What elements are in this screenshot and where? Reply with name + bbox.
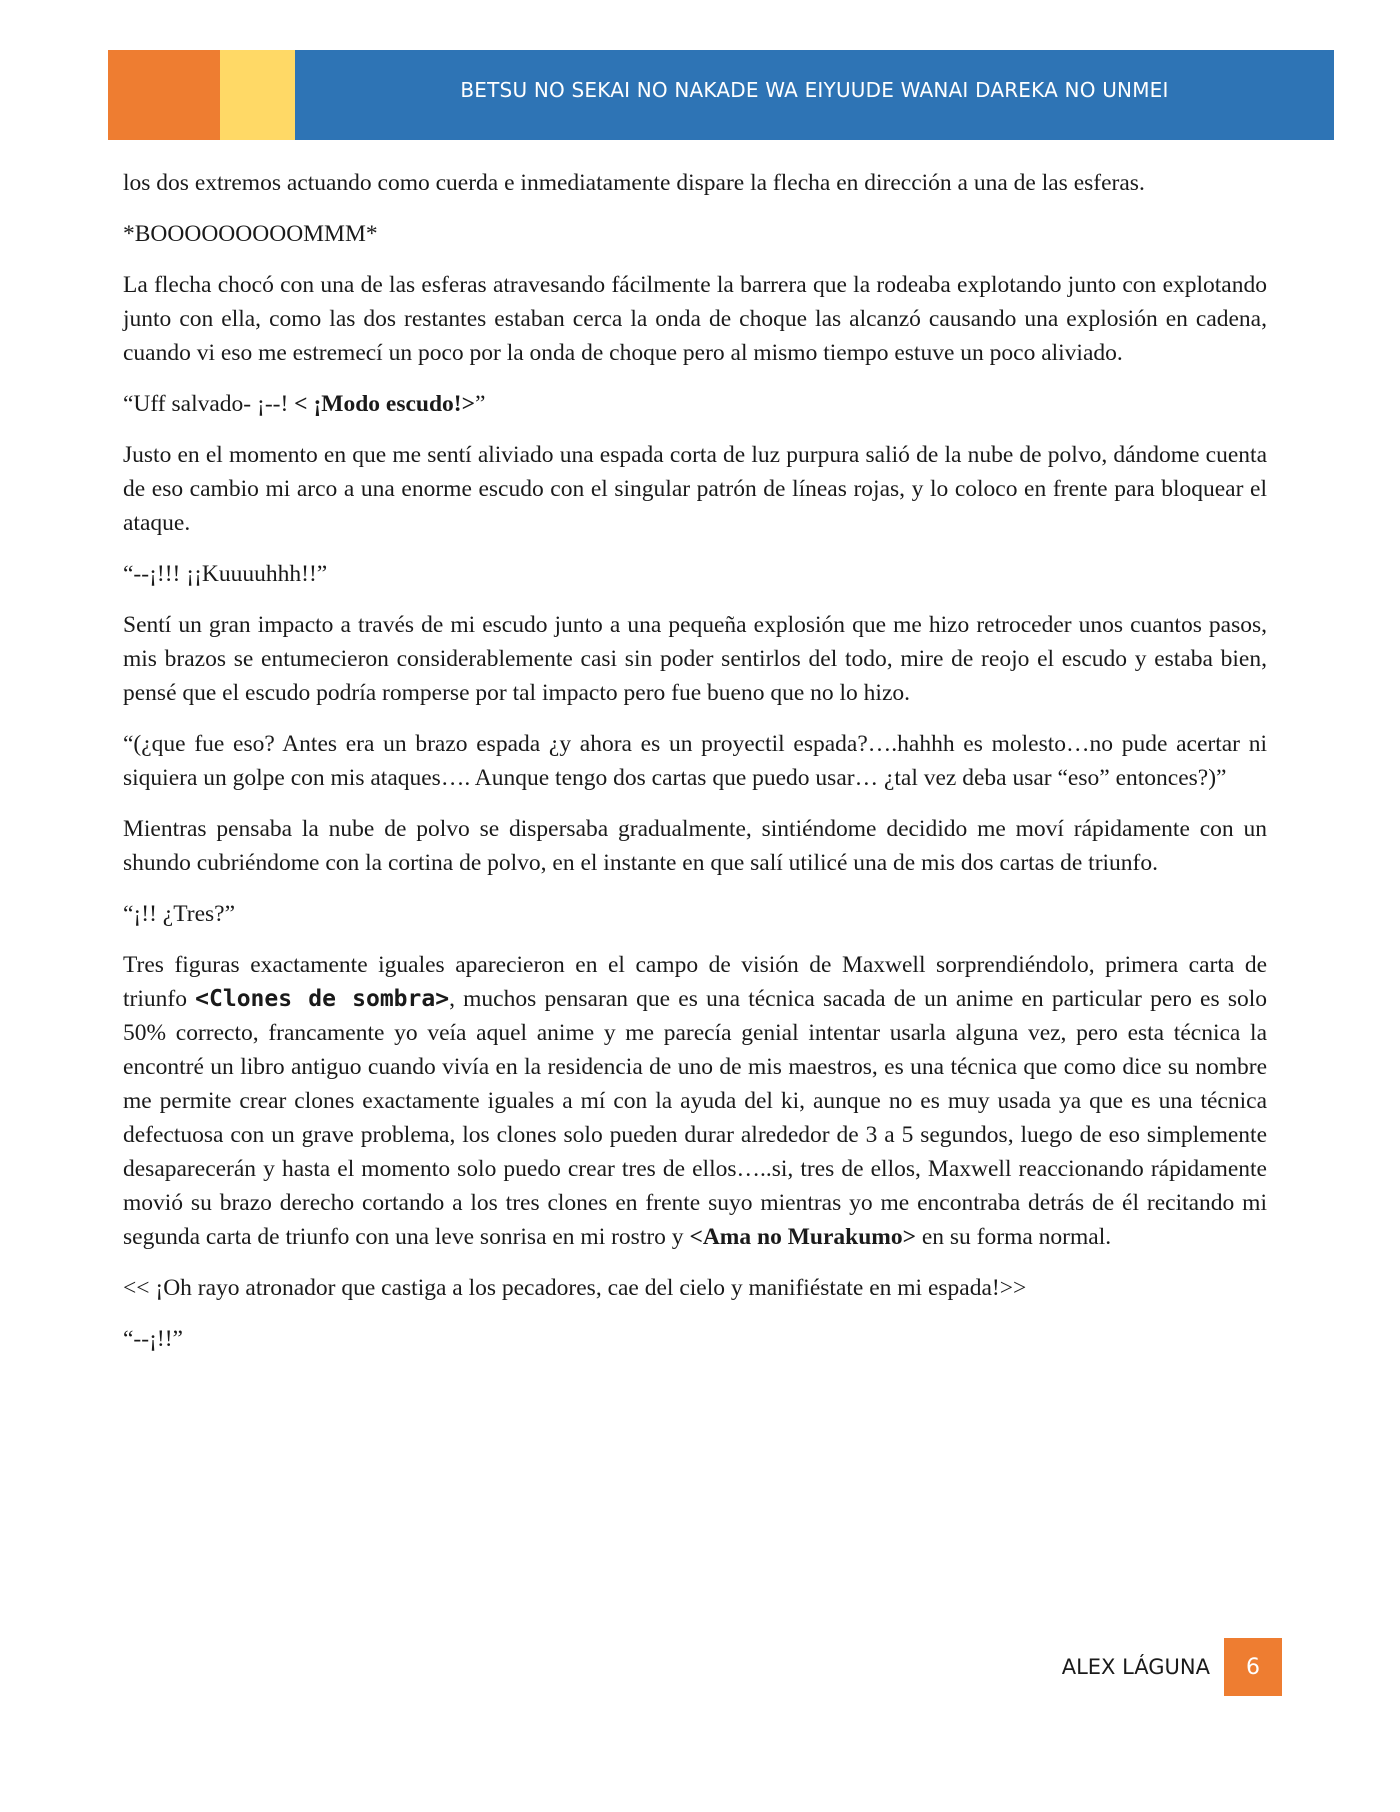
header-orange-block bbox=[108, 50, 220, 140]
page-body bbox=[123, 166, 1267, 1373]
header-title: BETSU NO SEKAI NO NAKADE WA EIYUUDE WANAI DAREKA NO UNMEI bbox=[295, 50, 1334, 140]
page-header bbox=[108, 50, 1334, 140]
narration-text: Tres figuras exactamente iguales aparecieron en el campo de visión de Maxwell sorprendiéndolo, primera carta de triunfo bbox=[123, 952, 1267, 1012]
narration-text: en su forma normal. bbox=[915, 1224, 1112, 1250]
dialogue-text: ” bbox=[475, 391, 486, 417]
skill-name: <Clones de sombra> bbox=[195, 986, 450, 1012]
paragraph: Mientras pensaba la nube de polvo se dispersaba gradualmente, sintiéndome decidido me moví rápidamente con un shundo cubriéndome con la cortina de polvo, en el instante en que salí utilicé una de mis dos cartas de triunfo. bbox=[123, 816, 1267, 876]
paragraph bbox=[123, 948, 1267, 1254]
skill-name: <Ama no Murakumo> bbox=[689, 1224, 916, 1250]
paragraph: “--¡!!! ¡¡Kuuuuhhh!!” bbox=[123, 561, 328, 587]
paragraph: Sentí un gran impacto a través de mi escudo junto a una pequeña explosión que me hizo retroceder unos cuantos pasos, mis brazos se entumecieron considerablemente casi sin poder sentirlos del todo, mire de reojo el escudo y estaba bien, pensé que el escudo podría romperse por tal impacto pero fue bueno que no lo hizo. bbox=[123, 612, 1267, 706]
page-number: 6 bbox=[1224, 1638, 1282, 1696]
footer-author: ALEX LÁGUNA bbox=[1061, 1655, 1210, 1679]
paragraph: “(¿que fue eso? Antes era un brazo espada ¿y ahora es un proyectil espada?….hahhh es molesto…no pude acertar ni siquiera un golpe con mis ataques…. Aunque tengo dos cartas que puedo usar… ¿tal vez deba usar “eso” entonces?)” bbox=[123, 731, 1267, 791]
paragraph: “--¡!!” bbox=[123, 1326, 183, 1352]
paragraph: << ¡Oh rayo atronador que castiga a los pecadores, cae del cielo y manifiéstate en mi espada!>> bbox=[123, 1275, 1027, 1301]
paragraph: *BOOOOOOOOOMMM* bbox=[123, 221, 378, 247]
dialogue-text: “Uff salvado- ¡--! bbox=[123, 391, 295, 417]
paragraph: los dos extremos actuando como cuerda e inmediatamente dispare la flecha en dirección a una de las esferas. bbox=[123, 170, 1145, 196]
narration-text: , muchos pensaran que es una técnica sacada de un anime en particular pero es solo 50% correcto, francamente yo veía aquel anime y me parecía genial intentar usarla alguna vez, pero esta técnica la encontré un libro antiguo cuando vivía en la residencia de uno de mis maestros, es una técnica que como dice su nombre me permite crear clones exactamente iguales a mí con la ayuda del ki, aunque no es muy usada ya que es una técnica defectuosa con un grave problema, los clones solo pueden durar alrededor de 3 a 5 segundos, luego de eso simplemente desaparecerán y hasta el momento solo puedo crear tres de ellos…..si, tres de ellos, Maxwell reaccionando rápidamente movió su brazo derecho cortando a los tres clones en frente suyo mientras yo me encontraba detrás de él recitando mi segunda carta de triunfo con una leve sonrisa en mi rostro y bbox=[123, 986, 1267, 1250]
paragraph: La flecha chocó con una de las esferas atravesando fácilmente la barrera que la rodeaba explotando junto con explotando junto con ella, como las dos restantes estaban cerca la onda de choque las alcanzó causando una explosión en cadena, cuando vi eso me estremecí un poco por la onda de choque pero al mismo tiempo estuve un poco aliviado. bbox=[123, 272, 1267, 366]
skill-name: < ¡Modo escudo!> bbox=[294, 391, 476, 417]
paragraph bbox=[123, 387, 1267, 421]
paragraph: “¡!! ¿Tres?” bbox=[123, 901, 236, 927]
paragraph: Justo en el momento en que me sentí aliviado una espada corta de luz purpura salió de la nube de polvo, dándome cuenta de eso cambio mi arco a una enorme escudo con el singular patrón de líneas rojas, y lo coloco en frente para bloquear el ataque. bbox=[123, 442, 1267, 536]
page-footer bbox=[1062, 1638, 1282, 1696]
header-yellow-block bbox=[220, 50, 295, 140]
